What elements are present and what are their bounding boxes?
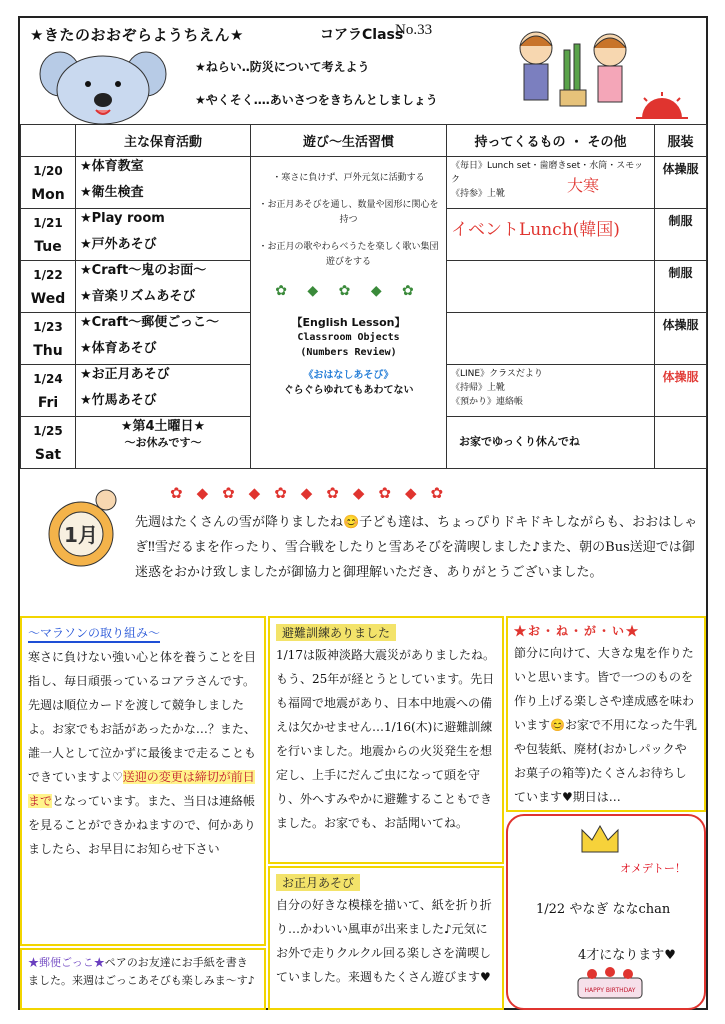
items-cell: お家でゆっくり休んでね [447,417,655,469]
postal-play-section [20,948,266,1010]
koala-illustration [38,44,168,126]
january-badge-illustration [36,484,126,574]
play-habits-cell: ・寒さに負けず、戸外元気に活動する ・お正月あそびを通し、数量や図形に関心を持つ ・お正月の歌やわらべうたを楽しく歌い集団遊びをする ✿ ◆ ✿ ◆ ✿ 【English Lesson】 Classroom Objects (Numbers Review) 《おはなしあそび》 ぐらぐらゆれてもあわてない [251,157,447,469]
birthday-greeting: オメデトー！ [620,862,686,875]
activities-header: 主な保育活動 [76,125,251,157]
section-title: お正月あそび [276,874,360,891]
issue-number: No.33 [395,22,433,38]
date-cell: 1/25 Sat [21,417,76,469]
birthday-name: 1/22 やなぎ ななchan [536,902,671,917]
class-name: コアラClass [320,27,404,43]
clothing-cell: 体操服 [655,157,707,209]
section-text: 自分の好きな模様を描いて、紙を折り折り…かわいい風車が出来ました♪元気にお外で走りクルクル回る楽しさを満喫していました。来週もたくさん遊びます♥ [276,898,492,984]
newsletter-page [18,16,708,1010]
clothing-cell [655,417,707,469]
aim-text: ★ねらい‥防災について考えよう [195,60,370,74]
section-title: ～マラソンの取り組み～ [28,624,160,643]
section-text: 節分に向けて、大きな鬼を作りたいと思います。皆で一つのものを作り上げる楽しさや達成感を味わいます😊お家で不用になった牛乳や包装紙、廃材(おかしパックやお菓子の箱等)たくさんお待ちしています♥期日は… [514,646,697,804]
request-section [506,616,706,812]
play-habits-header: 遊び～生活習慣 [251,125,447,157]
date-cell: 1/22 Wed [21,261,76,313]
activity-cell: ★お正月あそび ★竹馬あそび [76,365,251,417]
birthday-cake-icon [570,962,650,1002]
items-header: 持ってくるもの ・ その他 [447,125,655,157]
date-cell: 1/21 Tue [21,209,76,261]
section-text: 寒さに負けない強い心と体を養うことを目指し、毎日頑張っているコアラさんです。先週は順位カードを渡して競争しましたよ。お家でもお話があったかな…？また、誰一人として泣かずに最後まで走ることもできていますよ♡送迎の変更は締切が前日までとなっています。また、当日は連絡帳を見ることができかねますので、何かありましたら、お早目にお知らせ下さい [28,650,257,856]
date-header [21,125,76,157]
clothing-cell: 制服 [655,261,707,313]
evacuation-drill-section [268,616,504,864]
rising-sun-illustration [632,90,692,120]
items-cell: 《毎日》Lunch set・歯磨きset・水筒・スモック 《持参》上靴 大寒 [447,157,655,209]
intro-text: 先週はたくさんの雪が降りましたね😊子ども達は、ちょっぴりドキドキしながらも、おおはしゃぎ‼雪だるまを作ったり、雪合戦をしたりと雪あそびを満喫しました♪また、朝のBus送迎では御迷惑をおかけ致しましたが御協力と御理解いただき、ありがとうございました。 [135,515,698,580]
items-cell: イベントLunch(韓国) [447,209,655,261]
new-year-play-section [268,866,504,1010]
section-text: ★郵便ごっこ★ペアのお友達にお手紙を書きました。来週はごっこあそびも楽しみま～す♪ [28,956,255,987]
leaf-decoration-icon: ✿ ◆ ✿ ◆ ✿ [275,283,422,299]
weekly-schedule-table [20,124,707,469]
date-cell: 1/20 Mon [21,157,76,209]
activity-cell: ★Craft～郵便ごっこ～ ★体育あそび [76,313,251,365]
items-cell [447,261,655,313]
activity-cell: ★Play room ★戸外あそび [76,209,251,261]
date-cell: 1/23 Thu [21,313,76,365]
clothing-cell: 制服 [655,209,707,261]
birthday-card [506,814,706,1010]
cake-label: HAPPY BIRTHDAY [584,987,636,994]
activity-cell: ★Craft～鬼のお面～ ★音楽リズムあそび [76,261,251,313]
section-text: 1/17は阪神淡路大震災がありましたね。もう、25年が経とうとしています。先日も福岡で地震があり、日本中地震への備えは欠かせません…1/16(木)に避難訓練を行いました。地震からの火災発生を想定し、上手にだんご虫になって頭を守り、外へすみやかに避難することもできました。お家でも、お話聞いてね。 [276,648,495,830]
activity-cell: ★第4土曜日★ ～お休みです～ [76,417,251,469]
activity-cell: ★体育教室 ★衛生検査 [76,157,251,209]
items-cell: 《LINE》クラスだより 《持帰》上靴 《預かり》連絡帳 [447,365,655,417]
date-cell: 1/24 Fri [21,365,76,417]
clothing-header: 服装 [655,125,707,157]
promise-text: ★やくそく‥‥あいさつをきちんとしましょう [195,93,438,107]
clothing-cell: 体操服 [655,313,707,365]
new-year-decoration-icon: ✿◆✿◆✿◆✿◆✿◆✿ [170,484,458,502]
section-title: ★お・ね・が・い★ [514,624,641,638]
clothing-cell: 体操服 [655,365,707,417]
items-cell [447,313,655,365]
new-year-kids-illustration [498,20,648,120]
marathon-section [20,616,266,946]
section-title: 避難訓練ありました [276,624,396,641]
table-row [21,157,707,209]
badge-label: 1月 [64,523,98,547]
birthday-age: 4才になります♥ [578,948,676,963]
crown-icon [578,822,622,856]
school-title: ★きたのおおぞらようちえん★ [30,26,244,44]
